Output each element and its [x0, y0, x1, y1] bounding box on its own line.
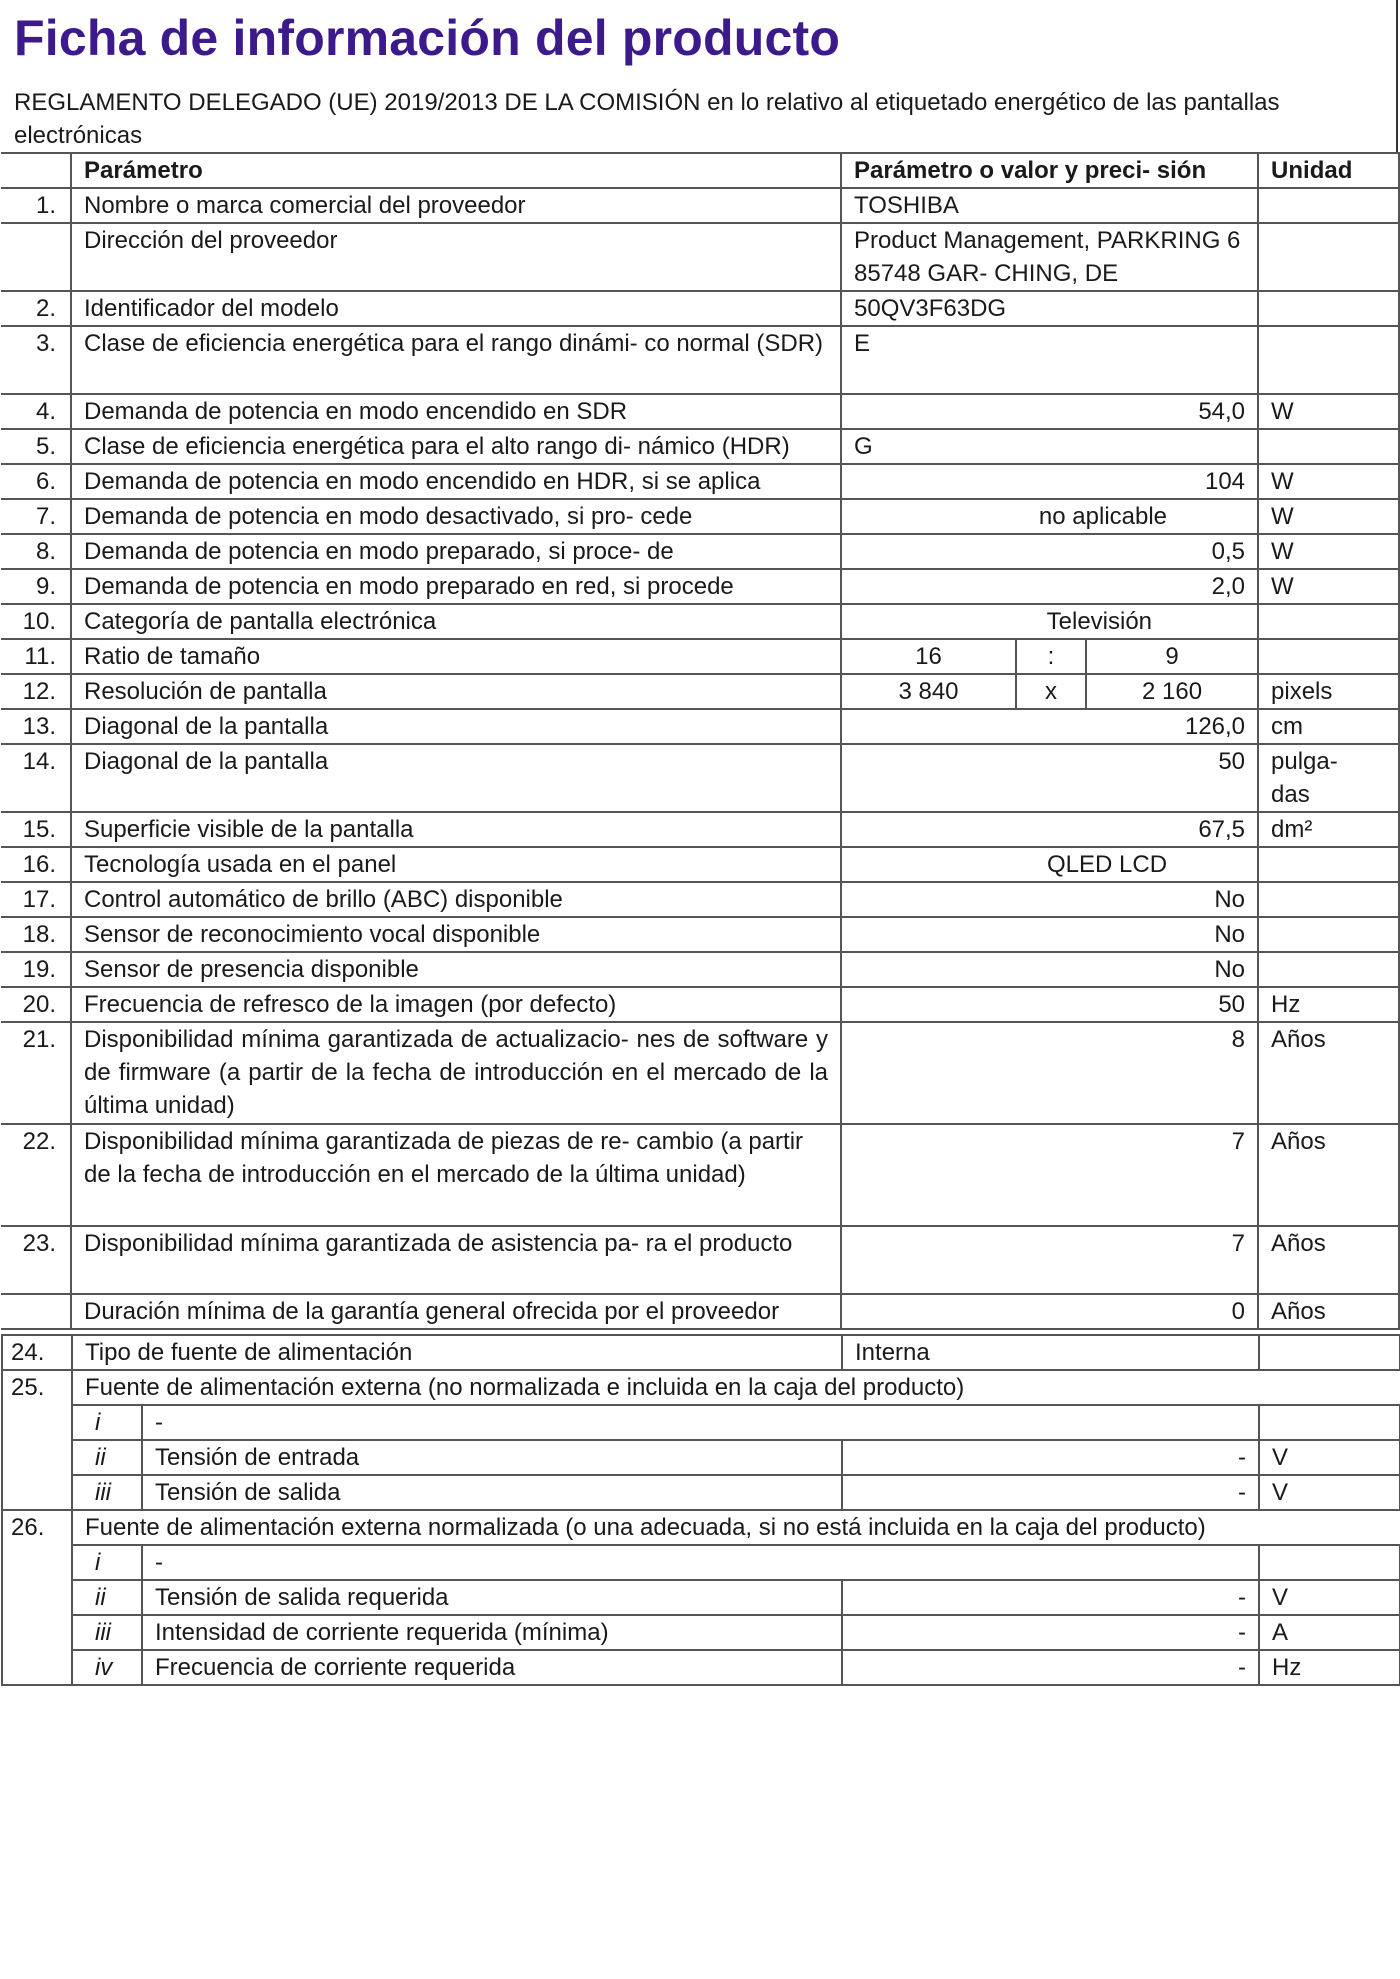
page-title: Ficha de información del producto — [14, 10, 841, 66]
row-number: 26. — [2, 1510, 72, 1685]
sub-roman: iii — [72, 1615, 142, 1650]
row-parameter: Disponibilidad mínima garantizada de asistencia pa- ra el producto — [71, 1226, 841, 1294]
row-number: 10. — [1, 604, 71, 639]
table-row — [1, 709, 1399, 744]
sub-roman: i — [72, 1545, 142, 1580]
table-row — [1, 569, 1399, 604]
row-parameter: Tecnología usada en el panel — [71, 847, 841, 882]
row-value: 0,5 — [841, 534, 1258, 569]
row-number: 1. — [1, 188, 71, 223]
table-sub-row — [2, 1440, 1400, 1475]
row-number: 19. — [1, 952, 71, 987]
row-value-b: 9 — [1086, 639, 1258, 674]
header-value: Parámetro o valor y preci- sión — [841, 153, 1258, 188]
row-parameter: Demanda de potencia en modo preparado en red, si procede — [71, 569, 841, 604]
row-unit — [1258, 952, 1399, 987]
row-number: 2. — [1, 291, 71, 326]
sub-parameter: Intensidad de corriente requerida (mínima) — [142, 1615, 842, 1650]
row-number: 25. — [2, 1370, 72, 1510]
table-row — [1, 674, 1399, 709]
row-parameter: Demanda de potencia en modo preparado, si proce- de — [71, 534, 841, 569]
row-parameter: Tipo de fuente de alimentación — [72, 1335, 842, 1370]
row-parameter: Disponibilidad mínima garantizada de piezas de re- cambio (a partir de la fecha de introducción en el mercado de la última unidad) — [71, 1124, 841, 1226]
sub-unit: V — [1259, 1440, 1400, 1475]
table-row — [2, 1335, 1400, 1370]
row-parameter: Ratio de tamaño — [71, 639, 841, 674]
row-parameter: Disponibilidad mínima garantizada de actualizacio- nes de software y de firmware (a partir de la fecha de introducción en el mercado de la última unidad) — [71, 1022, 841, 1124]
row-parameter: Dirección del proveedor — [71, 223, 841, 291]
table-row — [1, 464, 1399, 499]
sub-unit: A — [1259, 1615, 1400, 1650]
row-parameter: Sensor de reconocimiento vocal disponible — [71, 917, 841, 952]
row-value: 50 — [841, 987, 1258, 1022]
sub-parameter: Tensión de entrada — [142, 1440, 842, 1475]
row-number: 24. — [2, 1335, 72, 1370]
row-number: 18. — [1, 917, 71, 952]
row-value: Interna — [842, 1335, 1259, 1370]
table-row — [1, 1226, 1399, 1294]
row-number: 5. — [1, 429, 71, 464]
row-parameter: Demanda de potencia en modo encendido en HDR, si se aplica — [71, 464, 841, 499]
row-value: 67,5 — [841, 812, 1258, 847]
row-number: 13. — [1, 709, 71, 744]
row-value: no aplicable — [841, 499, 1258, 534]
row-value: 54,0 — [841, 394, 1258, 429]
row-value: No — [841, 952, 1258, 987]
row-value-a: 3 840 — [841, 674, 1016, 709]
sub-unit — [1259, 1545, 1400, 1580]
row-parameter: Control automático de brillo (ABC) disponible — [71, 882, 841, 917]
row-number: 6. — [1, 464, 71, 499]
row-parameter: Demanda de potencia en modo encendido en SDR — [71, 394, 841, 429]
row-number — [1, 1294, 71, 1329]
row-unit: pixels — [1258, 674, 1399, 709]
header-parameter: Parámetro — [71, 153, 841, 188]
row-parameter: Fuente de alimentación externa (no normalizada e incluida en la caja del producto) — [72, 1370, 1400, 1405]
row-parameter: Sensor de presencia disponible — [71, 952, 841, 987]
row-unit — [1258, 223, 1399, 291]
row-value: QLED LCD — [841, 847, 1258, 882]
row-number: 12. — [1, 674, 71, 709]
row-number: 8. — [1, 534, 71, 569]
table-row — [2, 1370, 1400, 1405]
power-supply-table — [1, 1334, 1400, 1686]
row-number: 9. — [1, 569, 71, 604]
row-parameter: Superficie visible de la pantalla — [71, 812, 841, 847]
parameters-table — [1, 152, 1400, 1330]
sub-unit — [1259, 1405, 1400, 1440]
table-row — [1, 882, 1399, 917]
row-value: G — [841, 429, 1258, 464]
row-unit — [1258, 326, 1399, 394]
row-value: 8 — [841, 1022, 1258, 1124]
row-unit: Años — [1258, 1226, 1399, 1294]
table-row — [1, 952, 1399, 987]
row-unit: W — [1258, 499, 1399, 534]
table-row — [1, 429, 1399, 464]
table-row — [1, 744, 1399, 812]
row-unit — [1258, 917, 1399, 952]
row-value: Product Management, PARKRING 6 85748 GAR- CHING, DE — [841, 223, 1258, 291]
row-value: No — [841, 917, 1258, 952]
row-value: 2,0 — [841, 569, 1258, 604]
sub-value: - — [842, 1650, 1259, 1685]
row-separator: x — [1016, 674, 1086, 709]
row-number: 11. — [1, 639, 71, 674]
sub-roman: ii — [72, 1440, 142, 1475]
row-parameter: Clase de eficiencia energética para el rango dinámi- co normal (SDR) — [71, 326, 841, 394]
row-number — [1, 223, 71, 291]
row-unit: Hz — [1258, 987, 1399, 1022]
sub-roman: iii — [72, 1475, 142, 1510]
sub-parameter: - — [142, 1405, 1259, 1440]
sub-value: - — [842, 1580, 1259, 1615]
table-row — [1, 534, 1399, 569]
row-unit: dm² — [1258, 812, 1399, 847]
table-row — [1, 812, 1399, 847]
row-parameter: Demanda de potencia en modo desactivado, si pro- cede — [71, 499, 841, 534]
row-parameter: Frecuencia de refresco de la imagen (por defecto) — [71, 987, 841, 1022]
table-row — [1, 223, 1399, 291]
row-value-a: 16 — [841, 639, 1016, 674]
table-row — [1, 1294, 1399, 1329]
table-row — [1, 1124, 1399, 1226]
table-row — [1, 847, 1399, 882]
row-number: 7. — [1, 499, 71, 534]
regulation-subtitle: REGLAMENTO DELEGADO (UE) 2019/2013 DE LA COMISIÓN en lo relativo al etiquetado energético de las pantallas electrónicas — [14, 89, 1280, 149]
table-sub-row — [2, 1545, 1400, 1580]
header-unit: Unidad — [1258, 153, 1399, 188]
row-unit — [1258, 291, 1399, 326]
row-number: 14. — [1, 744, 71, 812]
table-row — [1, 394, 1399, 429]
sub-unit: V — [1259, 1580, 1400, 1615]
row-number: 16. — [1, 847, 71, 882]
row-value: 7 — [841, 1226, 1258, 1294]
row-unit — [1259, 1335, 1400, 1370]
table-row — [1, 604, 1399, 639]
sub-parameter: Tensión de salida requerida — [142, 1580, 842, 1615]
row-unit: cm — [1258, 709, 1399, 744]
row-separator: : — [1016, 639, 1086, 674]
row-number: 15. — [1, 812, 71, 847]
row-unit — [1258, 429, 1399, 464]
row-unit: Años — [1258, 1022, 1399, 1124]
sub-parameter: Frecuencia de corriente requerida — [142, 1650, 842, 1685]
sub-roman: i — [72, 1405, 142, 1440]
row-parameter: Nombre o marca comercial del proveedor — [71, 188, 841, 223]
row-value: 0 — [841, 1294, 1258, 1329]
row-value: Televisión — [841, 604, 1258, 639]
row-value: 50 — [841, 744, 1258, 812]
row-number: 21. — [1, 1022, 71, 1124]
row-number: 22. — [1, 1124, 71, 1226]
table-row — [1, 987, 1399, 1022]
row-value: E — [841, 326, 1258, 394]
row-unit: W — [1258, 464, 1399, 499]
row-parameter: Categoría de pantalla electrónica — [71, 604, 841, 639]
row-unit: pulga- das — [1258, 744, 1399, 812]
row-unit — [1258, 188, 1399, 223]
table-row — [1, 917, 1399, 952]
table-sub-row — [2, 1580, 1400, 1615]
sub-unit: V — [1259, 1475, 1400, 1510]
sub-roman: iv — [72, 1650, 142, 1685]
table-row — [1, 326, 1399, 394]
row-value-b: 2 160 — [1086, 674, 1258, 709]
row-value: 104 — [841, 464, 1258, 499]
sub-value: - — [842, 1615, 1259, 1650]
table-sub-row — [2, 1475, 1400, 1510]
row-parameter: Identificador del modelo — [71, 291, 841, 326]
table-row — [1, 499, 1399, 534]
sub-roman: ii — [72, 1580, 142, 1615]
table-sub-row — [2, 1405, 1400, 1440]
sub-value: - — [842, 1440, 1259, 1475]
row-number: 4. — [1, 394, 71, 429]
table-row — [1, 291, 1399, 326]
table-row — [2, 1510, 1400, 1545]
row-unit — [1258, 882, 1399, 917]
table-row — [1, 188, 1399, 223]
table-sub-row — [2, 1650, 1400, 1685]
row-parameter: Resolución de pantalla — [71, 674, 841, 709]
row-unit: W — [1258, 394, 1399, 429]
row-number: 23. — [1, 1226, 71, 1294]
row-number: 17. — [1, 882, 71, 917]
sub-unit: Hz — [1259, 1650, 1400, 1685]
row-parameter: Diagonal de la pantalla — [71, 744, 841, 812]
row-number: 20. — [1, 987, 71, 1022]
row-parameter: Clase de eficiencia energética para el alto rango di- námico (HDR) — [71, 429, 841, 464]
row-unit: W — [1258, 534, 1399, 569]
table-row — [1, 1022, 1399, 1124]
row-unit — [1258, 847, 1399, 882]
row-parameter: Fuente de alimentación externa normalizada (o una adecuada, si no está incluida en la caja del producto) — [72, 1510, 1400, 1545]
table-sub-row — [2, 1615, 1400, 1650]
row-unit: W — [1258, 569, 1399, 604]
row-unit: Años — [1258, 1294, 1399, 1329]
row-unit — [1258, 604, 1399, 639]
row-value: TOSHIBA — [841, 188, 1258, 223]
header-num-cell — [1, 153, 71, 188]
row-unit — [1258, 639, 1399, 674]
row-parameter: Diagonal de la pantalla — [71, 709, 841, 744]
row-value: 7 — [841, 1124, 1258, 1226]
table-row — [1, 639, 1399, 674]
row-value: 126,0 — [841, 709, 1258, 744]
row-parameter: Duración mínima de la garantía general ofrecida por el proveedor — [71, 1294, 841, 1329]
sub-value: - — [842, 1475, 1259, 1510]
sub-parameter: - — [142, 1545, 1259, 1580]
table-header-row — [1, 153, 1399, 188]
row-value: No — [841, 882, 1258, 917]
sub-parameter: Tensión de salida — [142, 1475, 842, 1510]
row-unit: Años — [1258, 1124, 1399, 1226]
row-number: 3. — [1, 326, 71, 394]
row-value: 50QV3F63DG — [841, 291, 1258, 326]
